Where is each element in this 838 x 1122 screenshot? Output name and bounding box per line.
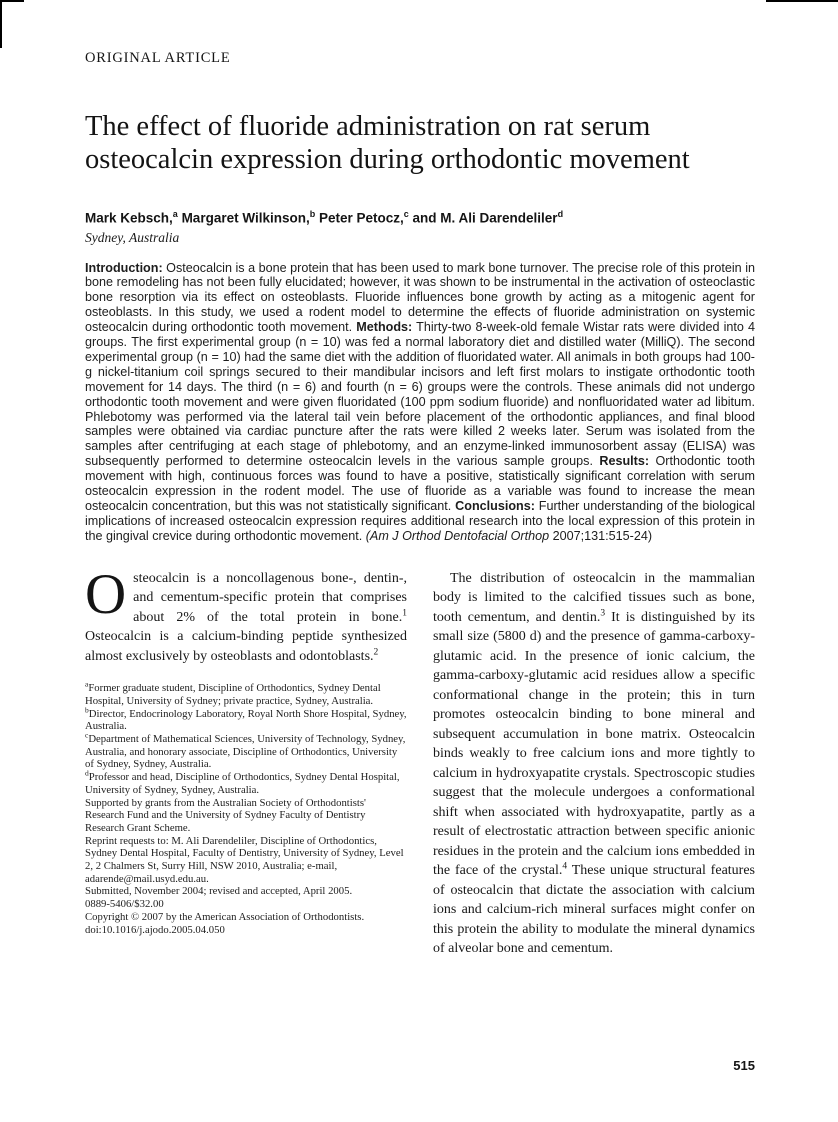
two-column-body [85, 562, 755, 959]
footnote-text: Reprint requests to: M. Ali Darendeliler, Discipline of Orthodontics, Sydney Dental Hospital, Faculty of Dentistry, University of Sydney, Level 2, 2 Chalmers St, Surry Hill, NSW 2010, Australia; e-mail, adarende@mail.usyd.edu.au. [85, 834, 404, 885]
footnote-text: Director, Endocrinology Laboratory, Royal North Shore Hospital, Sydney, Australia. [85, 707, 407, 733]
scan-artifact-topleft [0, 0, 24, 2]
left-column [85, 562, 407, 959]
footnote-text: Department of Mathematical Sciences, University of Technology, Sydney, Australia, and honorary associate, Discipline of Orthodontics, University of Sydney, Sydney, Australia. [85, 733, 406, 771]
abstract-text-introduction: Osteocalcin is a bone protein that has been used to mark bone turnover. The precise role of this protein in bone remodeling has not been fully elucidated; however, it was shown to be instrumental in the activation of osteoclastic bone resorption via its effect on osteoblasts. Fluoride influences bone growth by acting as a mitogenic agent for osteoblasts. In this study, we used a rodent model to determine the effects of fluoride administration on systemic osteocalcin during orthodontic tooth movement. [85, 260, 755, 335]
intro-text: steocalcin is a noncollagenous bone-, dentin-, and cementum-specific protein that comprises about 2% of the total protein in bone. [133, 570, 407, 625]
author-name: Mark Kebsch, [85, 210, 173, 226]
abstract-paragraph [85, 261, 755, 544]
article-title: The effect of fluoride administration on rat serum osteocalcin expression during orthodontic movement [85, 111, 690, 175]
page-number: 515 [733, 1058, 755, 1073]
reference-mark-2: 2 [373, 647, 379, 658]
scan-artifact-left [0, 0, 2, 48]
intro-paragraph [85, 562, 407, 667]
intro-text: Osteocalcin is a calcium-binding peptide synthesized almost exclusively by osteoblasts and odontoblasts. [85, 629, 407, 664]
author-line [85, 209, 755, 226]
abstract-text-results: Orthodontic tooth movement with high, continuous forces was found to have a positive, statistically significant correlation with serum osteocalcin expression in the rodent model. The use of fluoride as a variable was found to increase the mean osteocalcin concentration, but this was not statistically significant. [85, 454, 756, 513]
citation-journal-name: (Am J Orthod Dentofacial Orthop [365, 528, 550, 543]
reference-mark-1: 1 [402, 608, 407, 619]
footnote-block [85, 679, 407, 936]
author-name: Peter Petocz, [315, 210, 404, 226]
reference-mark-3: 3 [600, 608, 606, 619]
scan-artifact-topright [766, 0, 838, 2]
footnote-support [85, 797, 407, 835]
abstract-text-methods: Thirty-two 8-week-old female Wistar rats were divided into 4 groups. The first experimental group (n = 10) was fed a normal laboratory diet and distilled water (MilliQ). The second experimental group (n = 10) had the same diet with the addition of fluoridated water. All animals in both groups had 100-g nickel-titanium coil springs secured to their mandibular incisors and left first molars to instigate orthodontic tooth movement for 14 days. The third (n = 6) and fourth (n = 6) groups were the controls. These animals did not undergo orthodontic tooth movement and were given fluoridated (100 ppm sodium fluoride) and nonfluoridated water ad libitum. Phlebotomy was performed via the lateral tail vein before placement of the orthodontic appliances, and final blood samples were obtained via cardiac puncture after the rats were killed 2 weeks later. Serum was isolated from the samples after centrifuging at each stage of phlebotomy, and an enzyme-linked immunosorbent assay (ELISA) was subsequently performed to determine osteocalcin levels in the various sample groups. [85, 320, 756, 469]
author-affiliation-mark: d [557, 209, 564, 219]
footnote-text: 0889-5406/$32.00 [85, 898, 164, 911]
footnote-doi [85, 924, 407, 937]
author-affiliation-mark: c [403, 209, 409, 219]
reference-mark-4: 4 [562, 861, 568, 872]
footnote-text: doi:10.1016/j.ajodo.2005.04.050 [85, 923, 225, 936]
footnote-mark: a [85, 679, 89, 689]
footnote-text: Copyright © 2007 by the American Association of Orthodontists. [85, 910, 365, 923]
footnote-reprint-requests [85, 835, 407, 886]
footnote-text: Submitted, November 2004; revised and accepted, April 2005. [85, 885, 353, 898]
footnote-text: Professor and head, Discipline of Orthodontics, Sydney Dental Hospital, University of Sydney, Sydney, Australia. [85, 771, 400, 796]
citation-volume-pages: 2007;131:515-24) [552, 528, 653, 543]
footnote-text: Supported by grants from the Australian Society of Orthodontists' Research Fund and the University of Sydney Faculty of Dentistry Research Grant Scheme. [85, 796, 366, 834]
body-text: The distribution of osteocalcin in the mammalian body is limited to the calcified tissues such as bone, tooth cementum, and dentin. [433, 570, 755, 625]
footnote-affiliation-b [85, 705, 407, 733]
abstract-label-introduction: Introduction: [85, 260, 163, 275]
body-text: It is distinguished by its small size (5800 d) and the presence of gamma-carboxy-glutamic acid. In the presence of ionic calcium, the gamma-carboxy-glutamic acid residues allow a specific conformational change in the protein; this in turn promotes osteocalcin binding to bone mineral and subsequent accumulation in bone matrix. Osteocalcin binds weakly to free calcium ions and more tightly to calcium in hydroxyapatite crystals. Spectroscopic studies suggest that the molecule undergoes a conformational shift when associated with hydroxyapatite, partly as a result of electrostatic attraction between specific anionic residues in the protein and the calcium ions embedded in the face of the crystal. [433, 609, 755, 879]
author-affiliation-mark: b [309, 209, 316, 219]
abstract-label-conclusions: Conclusions: [455, 499, 535, 513]
footnote-issn-price [85, 898, 407, 911]
body-text: These unique structural features of osteocalcin that dictate the association with calcium ions and calcium-rich mineral surfaces might confer on this protein the ability to modulate the mineral dynamics of alveolar bone and cementum. [433, 863, 755, 957]
author-name: Margaret Wilkinson, [177, 210, 310, 226]
abstract-citation [366, 529, 652, 543]
footnote-mark: b [85, 705, 89, 715]
footnote-affiliation-a [85, 679, 407, 707]
abstract-label-results: Results: [599, 454, 650, 469]
abstract-text-conclusions: Further understanding of the biological implications of increased osteocalcin expression requires additional research into the local expression of this protein in the gingival crevice during orthodontic movement. [85, 499, 756, 543]
drop-cap: O [85, 562, 127, 626]
footnote-mark: c [85, 730, 89, 740]
article-type-label: ORIGINAL ARTICLE [85, 50, 231, 66]
author-affiliation-mark: a [172, 209, 178, 219]
abstract-label-methods: Methods: [356, 320, 413, 335]
footnote-affiliation-d [85, 768, 407, 796]
footnote-affiliation-c [85, 730, 407, 771]
footnote-mark: d [85, 768, 89, 778]
footnote-text: Former graduate student, Discipline of Orthodontics, Sydney Dental Hospital, University of Sydney; private practice, Sydney, Australia. [85, 682, 381, 707]
right-column [433, 569, 755, 959]
footnote-submission-dates [85, 885, 407, 898]
body-paragraph [433, 569, 755, 959]
footnote-copyright [85, 911, 407, 924]
author-location: Sydney, Australia [85, 229, 180, 245]
author-name: and M. Ali Darendeliler [408, 210, 558, 226]
